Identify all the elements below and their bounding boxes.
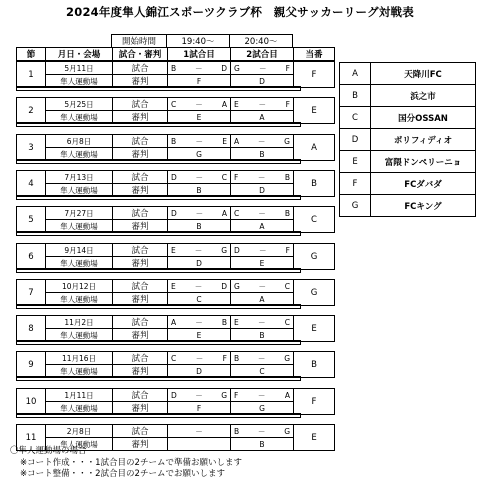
match1-team-a: E [171,245,176,255]
match-venue: 隼人運動場 [46,220,113,233]
match1-team-a: C [171,353,177,363]
match2-referee: A [231,111,294,124]
match2-team-b: G [284,136,290,146]
legend-team: FCダバダ [371,173,476,195]
match1-team-b: F [222,353,227,363]
match-date: 11月2日 [46,316,113,329]
note-court-setup: ※コート作成・・・1試合目の2チームで準備お願いします [20,457,242,468]
match2-pairing [231,316,294,329]
match-date: 1月11日 [46,389,113,402]
legend-key: A [340,63,371,85]
game-label: 試合 [113,62,168,75]
row-spacer [16,159,301,164]
match1-team-b: D [221,63,227,73]
row-spacer [16,86,301,91]
duty-team: E [294,98,335,124]
legend-row [340,195,476,217]
pair-separator: － [258,63,267,73]
match1-referee: B [168,220,231,233]
match-block [16,170,335,197]
match2-team-a: G [234,63,240,73]
match1-pairing [168,280,231,293]
legend-row [340,85,476,107]
match2-pairing [231,425,294,438]
match2-referee: A [231,293,294,306]
duty-team: F [294,62,335,88]
match2-team-a: A [234,136,240,146]
pair-separator: － [195,136,203,146]
match1-team-b: B [221,317,227,327]
match-date: 2月8日 [46,425,113,438]
header-role: 試合・審判 [113,48,168,61]
row-spacer [16,340,301,345]
duty-team: E [294,425,335,451]
match1-referee: F [168,402,231,415]
match1-referee: E [168,111,231,124]
game-label: 試合 [113,98,168,111]
legend-row [340,107,476,129]
match2-team-b: C [284,317,290,327]
legend-team: 富隈ドンペリーニョ [371,151,476,173]
duty-team: B [294,171,335,197]
match2-pairing [231,389,294,402]
match1-referee: G [168,148,231,161]
pair-separator: － [195,172,204,182]
match2-team-b: C [284,281,290,291]
round-number: 3 [17,135,46,161]
match1-team-a: D [171,208,177,218]
match2-team-a: B [234,426,240,436]
page-title: 2024年度隼人錦江スポーツクラブ杯 親父サッカーリーグ対戦表 [66,5,414,19]
notes [10,446,242,481]
match1-team-b: A [221,99,227,109]
pair-separator: － [195,426,203,436]
start-time-table [111,34,293,48]
match1-referee: D [168,365,231,378]
match-venue: 隼人運動場 [46,438,113,451]
legend-row [340,129,476,151]
match-venue: 隼人運動場 [46,402,113,415]
match1-team-a: C [171,99,177,109]
match1-team-a: E [171,281,176,291]
header-duty: 当番 [294,48,335,61]
match-block [16,206,335,233]
match1-team-b: D [221,281,227,291]
game-label: 試合 [113,425,168,438]
match2-team-b: F [285,245,290,255]
match2-pairing [231,352,294,365]
row-spacer [16,376,301,381]
match-block [16,243,335,270]
match2-pairing [231,280,294,293]
game-label: 試合 [113,207,168,220]
match-venue: 隼人運動場 [46,111,113,124]
header-match2: 2試合目 [231,48,294,61]
round-number: 7 [17,280,46,306]
match-date: 5月11日 [46,62,113,75]
duty-team: A [294,135,335,161]
match1-team-a: D [171,390,177,400]
match-block [16,134,335,161]
match2-pairing [231,98,294,111]
pair-separator: － [258,281,267,291]
match2-team-a: E [234,99,239,109]
match1-pairing [168,352,231,365]
match-date: 5月25日 [46,98,113,111]
match2-team-b: F [285,63,290,73]
header-date-venue: 月日・会場 [46,48,113,61]
team-legend [339,62,476,217]
pair-separator: － [195,353,204,363]
match2-referee: B [231,329,294,342]
match-venue: 隼人運動場 [46,329,113,342]
match-block [16,61,335,88]
match2-team-a: E [234,317,239,327]
match-date: 7月13日 [46,171,113,184]
pair-separator: － [194,245,203,255]
round-number: 8 [17,316,46,342]
pair-separator: － [258,245,267,255]
header-match1: 1試合目 [168,48,231,61]
match-date: 10月12日 [46,280,113,293]
match1-team-a: B [171,136,177,146]
duty-team: C [294,207,335,233]
header-round: 節 [17,48,46,61]
match-date: 6月8日 [46,135,113,148]
match2-pairing [231,207,294,220]
game-label: 試合 [113,389,168,402]
referee-label: 審判 [113,111,168,124]
pair-separator: － [257,353,266,363]
legend-key: E [340,151,371,173]
match1-referee: D [168,257,231,270]
referee-label: 審判 [113,329,168,342]
round-number: 11 [17,425,46,451]
row-spacer [16,122,301,127]
note-heading: 〇隼人運動場の場合 [10,446,87,456]
match2-team-a: F [234,390,239,400]
game-label: 試合 [113,171,168,184]
legend-row [340,151,476,173]
match1-team-b: G [221,390,227,400]
match1-pairing [168,135,231,148]
referee-label: 審判 [113,365,168,378]
match1-pairing [168,244,231,257]
round-number: 4 [17,171,46,197]
match1-team-a: A [171,317,177,327]
match-venue: 隼人運動場 [46,75,113,88]
pair-separator: － [258,208,266,218]
match2-referee: G [231,402,294,415]
legend-team: ポリフィディオ [371,129,476,151]
match-venue: 隼人運動場 [46,365,113,378]
match1-team-b: C [221,172,227,182]
legend-key: D [340,129,371,151]
referee-label: 審判 [113,402,168,415]
match2-pairing [231,244,294,257]
pair-separator: － [258,317,266,327]
pair-separator: － [258,99,266,109]
referee-label: 審判 [113,293,168,306]
row-spacer [16,304,301,309]
match2-referee: D [231,75,294,88]
legend-key: G [340,195,371,217]
match2-team-b: F [285,99,290,109]
legend-row [340,173,476,195]
match2-team-b: B [284,172,290,182]
match1-pairing [168,316,231,329]
duty-team: B [294,352,335,378]
round-number: 9 [17,352,46,378]
referee-label: 審判 [113,257,168,270]
schedule-header [16,47,335,61]
legend-team: 浜之市 [371,85,476,107]
duty-team: G [294,280,335,306]
match1-pairing [168,425,231,438]
referee-label: 審判 [113,75,168,88]
match2-pairing [231,171,294,184]
match2-team-a: B [234,353,240,363]
match1-team-b: A [221,208,227,218]
game-label: 試合 [113,135,168,148]
match-block [16,279,335,306]
pair-separator: － [257,136,266,146]
match2-team-b: B [284,208,290,218]
row-spacer [16,231,301,236]
row-spacer [16,268,301,273]
match-block [16,351,335,378]
match2-referee: D [231,184,294,197]
legend-team: 国分OSSAN [371,107,476,129]
pair-separator: － [257,426,266,436]
match2-team-b: G [284,353,290,363]
match2-referee: B [231,148,294,161]
round-number: 10 [17,389,46,415]
match1-pairing [168,171,231,184]
match1-referee: E [168,329,231,342]
round-number: 5 [17,207,46,233]
match-venue: 隼人運動場 [46,257,113,270]
game-label: 試合 [113,352,168,365]
legend-key: F [340,173,371,195]
game-label: 試合 [113,316,168,329]
round-number: 6 [17,244,46,270]
legend-team: FCキング [371,195,476,217]
duty-team: G [294,244,335,270]
match2-team-a: F [234,172,239,182]
match2-team-b: A [284,390,290,400]
note-court-maintenance: ※コート整備・・・2試合目の2チームでお願いします [20,469,225,479]
match1-team-a: D [171,172,177,182]
pair-separator: － [195,208,204,218]
match-block [16,97,335,124]
legend-key: B [340,85,371,107]
game-label: 試合 [113,280,168,293]
match-venue: 隼人運動場 [46,184,113,197]
legend-key: C [340,107,371,129]
match-date: 7月27日 [46,207,113,220]
match1-referee: F [168,75,231,88]
pair-separator: － [195,99,203,109]
row-spacer [16,195,301,200]
match-venue: 隼人運動場 [46,293,113,306]
match1-team-a: B [171,63,177,73]
referee-label: 審判 [113,184,168,197]
match2-team-b: G [284,426,290,436]
match2-referee: B [231,438,294,451]
round-number: 1 [17,62,46,88]
pair-separator: － [257,390,266,400]
match2-team-a: C [234,208,240,218]
match2-referee: E [231,257,294,270]
match1-referee: C [168,293,231,306]
pair-separator: － [257,172,266,182]
match2-pairing [231,62,294,75]
match2-team-a: D [234,245,240,255]
pair-separator: － [195,390,203,400]
match1-pairing [168,207,231,220]
match1-pairing [168,389,231,402]
start-time-second: 20:40〜 [230,35,293,48]
match2-team-a: G [234,281,240,291]
row-spacer [16,413,301,418]
legend-team: 天降川FC [371,63,476,85]
match1-team-b: E [222,136,227,146]
pair-separator: － [194,63,203,73]
pair-separator: － [195,317,203,327]
match-date: 9月14日 [46,244,113,257]
duty-team: E [294,316,335,342]
pair-separator: － [194,281,203,291]
match-block [16,388,335,415]
match1-pairing [168,98,231,111]
legend-row [340,63,476,85]
match2-referee: A [231,220,294,233]
match-date: 11月16日 [46,352,113,365]
match1-pairing [168,62,231,75]
match-block [16,315,335,342]
referee-label: 審判 [113,148,168,161]
duty-team: F [294,389,335,415]
game-label: 試合 [113,244,168,257]
match1-team-b: G [221,245,227,255]
match-venue: 隼人運動場 [46,148,113,161]
round-number: 2 [17,98,46,124]
match2-pairing [231,135,294,148]
start-time-first: 19:40〜 [167,35,230,48]
referee-label: 審判 [113,220,168,233]
referee-label: 審判 [113,438,168,451]
match1-referee: B [168,184,231,197]
match2-referee: C [231,365,294,378]
start-time-label: 開始時間 [112,35,167,48]
